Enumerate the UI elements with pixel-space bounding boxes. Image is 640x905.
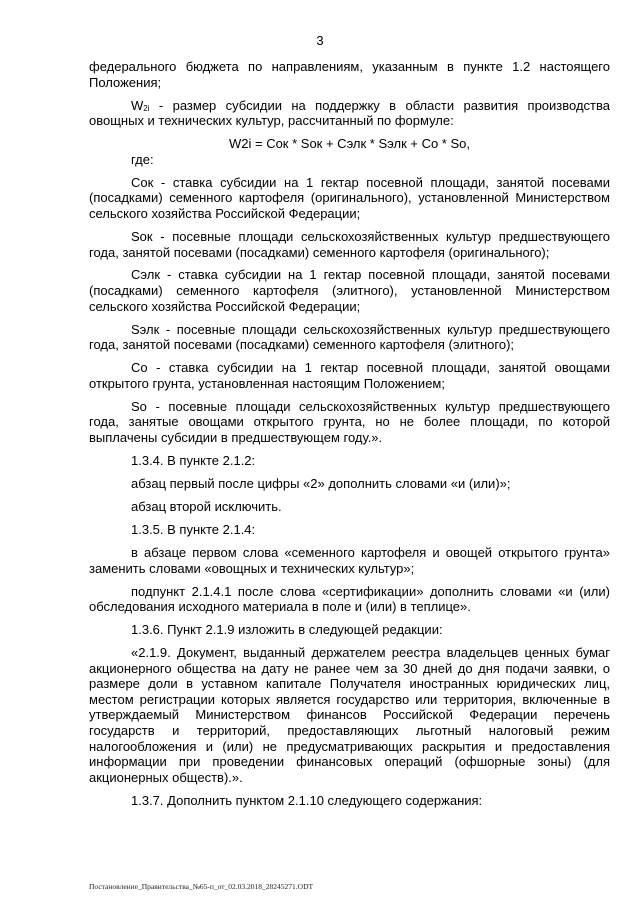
paragraph: абзац первый после цифры «2» дополнить словами «и (или)»;: [131, 475, 511, 491]
paragraph: в абзаце первом слова «семенного картофеля и овощей открытого грунта» заменить словами «овощных и технических культур»;: [89, 544, 610, 576]
paragraph: Sок - посевные площади сельскохозяйственных культур предшествующего года, занятой посевами (посадками) семенного картофеля (оригинального);: [89, 228, 610, 260]
paragraph-where: где:: [131, 151, 154, 167]
paragraph: 1.3.7. Дополнить пунктом 2.1.10 следующего содержания:: [131, 792, 483, 808]
w2i-symbol: W: [131, 97, 144, 113]
document-body: [89, 59, 610, 816]
paragraph-w2i: [89, 98, 610, 129]
paragraph-w2i-text: - размер субсидии на поддержку в области развития производства овощных и технических культур, рассчитанный по формуле:: [89, 97, 610, 129]
paragraph: подпункт 2.1.4.1 после слова «сертификации» дополнить словами «и (или) обследования исходного материала в поле и (или) в теплице».: [89, 583, 610, 615]
w2i-subscript: 2i: [143, 103, 150, 113]
file-footer: Постановление_Правительства_№65-п_от_02.03.2018_28245271.ODT: [89, 882, 314, 891]
paragraph: Со - ставка субсидии на 1 гектар посевной площади, занятой овощами открытого грунта, установленная настоящим Положением;: [89, 360, 610, 391]
paragraph: абзац второй исключить.: [131, 498, 282, 514]
formula: W2i = Сок * Sок + Сэлк * Sэлк + Со * Sо,: [228, 136, 470, 152]
paragraph: 1.3.6. Пункт 2.1.9 изложить в следующей редакции:: [131, 622, 443, 638]
paragraph: 1.3.5. В пункте 2.1.4:: [131, 521, 256, 537]
paragraph: Sо - посевные площади сельскохозяйственных культур предшествующего года, занятые овощами открытого грунта, но не более площади, по которой выплачены субсидии в предшествующем году.».: [89, 398, 610, 445]
page-number: 3: [316, 33, 324, 48]
paragraph: Сэлк - ставка субсидии на 1 гектар посевной площади, занятой посевами (посадками) семенного картофеля (элитного), установленной Министерством сельского хозяйства Российской Федерации;: [89, 267, 610, 314]
paragraph: Сок - ставка субсидии на 1 гектар посевной площади, занятой посевами (посадками) семенного картофеля (оригинального), установленной Министерством сельского хозяйства Российской Федерации;: [89, 174, 610, 221]
paragraph: «2.1.9. Документ, выданный держателем реестра владельцев ценных бумаг акционерного общества на дату не ранее чем за 30 дней до дня подачи заявки, о размере доли в уставном капитале Получателя иностранных юридических лиц, местом регистрации которых является государство или территория, включенные в утверждаемый Министерством финансов Российской Федерации перечень государств и территорий, предоставляющих льготный налоговый режим налогообложения и (или) не предусматривающих раскрытия и предоставления информации при проведении финансовых операций (офшорные зоны) (для акционерных обществ).».: [89, 645, 610, 785]
paragraph: 1.3.4. В пункте 2.1.2:: [131, 452, 256, 468]
paragraph: Sэлк - посевные площади сельскохозяйственных культур предшествующего года, занятой посевами (посадками) семенного картофеля (элитного);: [89, 321, 610, 353]
paragraph: федерального бюджета по направлениям, указанным в пункте 1.2 настоящего Положения;: [89, 59, 610, 90]
